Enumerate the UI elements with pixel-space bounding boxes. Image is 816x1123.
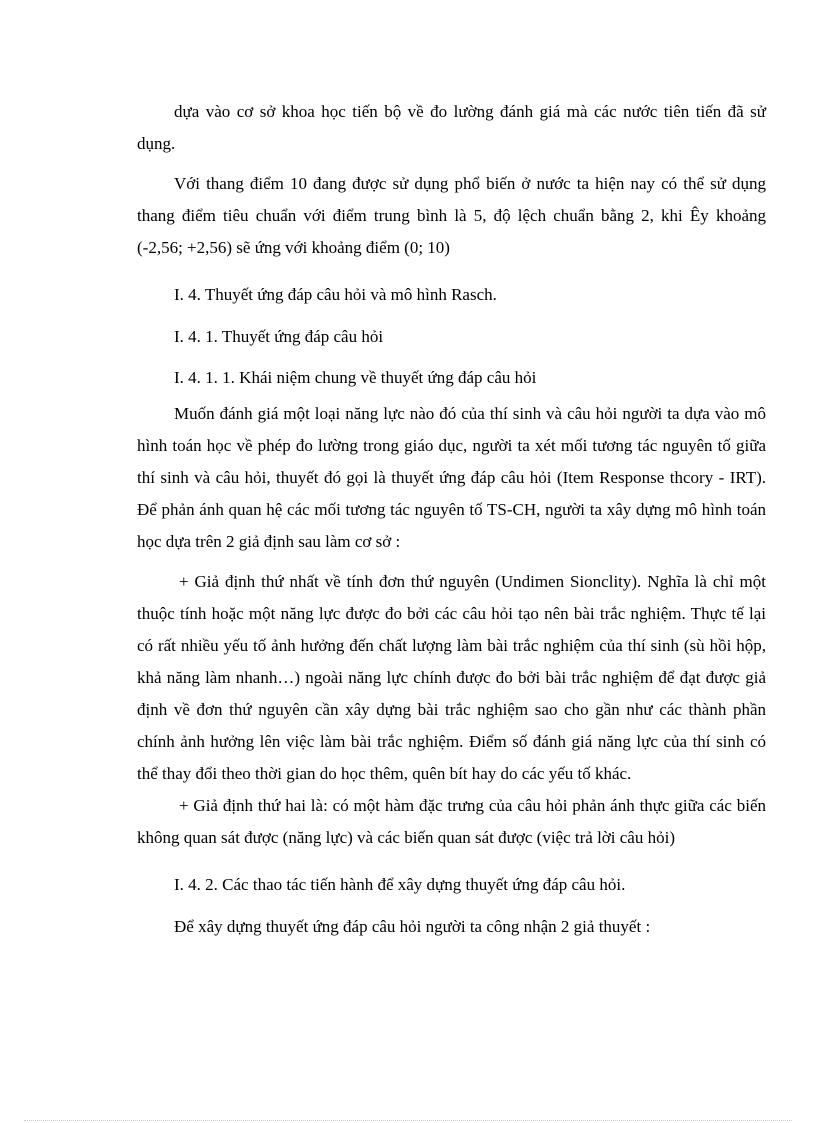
paragraph-irt-intro: Muốn đánh giá một loại năng lực nào đó của thí sinh và câu hỏi người ta dựa vào mô hình toán học về phép đo lường trong giáo dục, người ta xét mối tương tác nguyên tố giữa thí sinh và câu hỏi, thuyết đó gọi là thuyết ứng đáp câu hỏi (Item Response thcory - IRT). Để phản ánh quan hệ các mối tương tác nguyên tố TS-CH, người ta xây dựng mô hình toán học dựa trên 2 giả định sau làm cơ sở : bbox=[137, 404, 766, 551]
heading-section-1-4-2: I. 4. 2. Các thao tác tiến hành để xây dựng thuyết ứng đáp câu hỏi. bbox=[174, 875, 626, 894]
paragraph-assumption-2: + Giả định thứ hai là: có một hàm đặc trưng của câu hỏi phản ánh thực giữa các biến không quan sát được (năng lực) và các biến quan sát được (việc trả lời câu hỏi) bbox=[137, 796, 766, 847]
page-bottom-divider bbox=[24, 1120, 792, 1121]
paragraph-hypotheses-intro: Để xây dựng thuyết ứng đáp câu hỏi người ta công nhận 2 giả thuyết : bbox=[174, 917, 651, 936]
paragraph-assumption-1: + Giả định thứ nhất về tính đơn thứ nguyên (Undimen Sionclity). Nghĩa là chỉ một thuộc tính hoặc một năng lực được đo bởi các câu hỏi tạo nên bài trắc nghiệm. Thực tế lại có rất nhiều yếu tố ảnh hưởng đến chất lượng làm bài trắc nghiệm của thí sinh (sù hồi hộp, khả năng làm nhanh…) ngoài năng lực chính được đo bởi bài trắc nghiệm để đạt được giả định về đơn thứ nguyên cần xây dựng bài trắc nghiệm sao cho gần như các thành phần chính ảnh hưởng lên việc làm bài trắc nghiệm. Điểm số đánh giá năng lực của thí sinh có thể thay đổi theo thời gian do học thêm, quên bít hay do các yếu tố khác. bbox=[137, 572, 766, 783]
paragraph-grading-scale: Với thang điểm 10 đang được sử dụng phổ biến ở nước ta hiện nay có thể sử dụng thang điểm tiêu chuẩn với điểm trung bình là 5, độ lệch chuẩn bằng 2, khi Êy khoảng (-2,56; +2,56) sẽ ứng với khoảng điểm (0; 10) bbox=[137, 174, 766, 257]
heading-section-1-4-1: I. 4. 1. Thuyết ứng đáp câu hỏi bbox=[174, 327, 384, 346]
paragraph-continuation: dựa vào cơ sở khoa học tiến bộ về đo lường đánh giá mà các nước tiên tiến đã sử dụng. bbox=[137, 102, 766, 153]
heading-section-1-4-1-1: I. 4. 1. 1. Khái niệm chung về thuyết ứng đáp câu hỏi bbox=[174, 368, 537, 387]
heading-section-1-4: I. 4. Thuyết ứng đáp câu hỏi và mô hình Rasch. bbox=[174, 285, 497, 304]
document-body bbox=[137, 96, 766, 938]
